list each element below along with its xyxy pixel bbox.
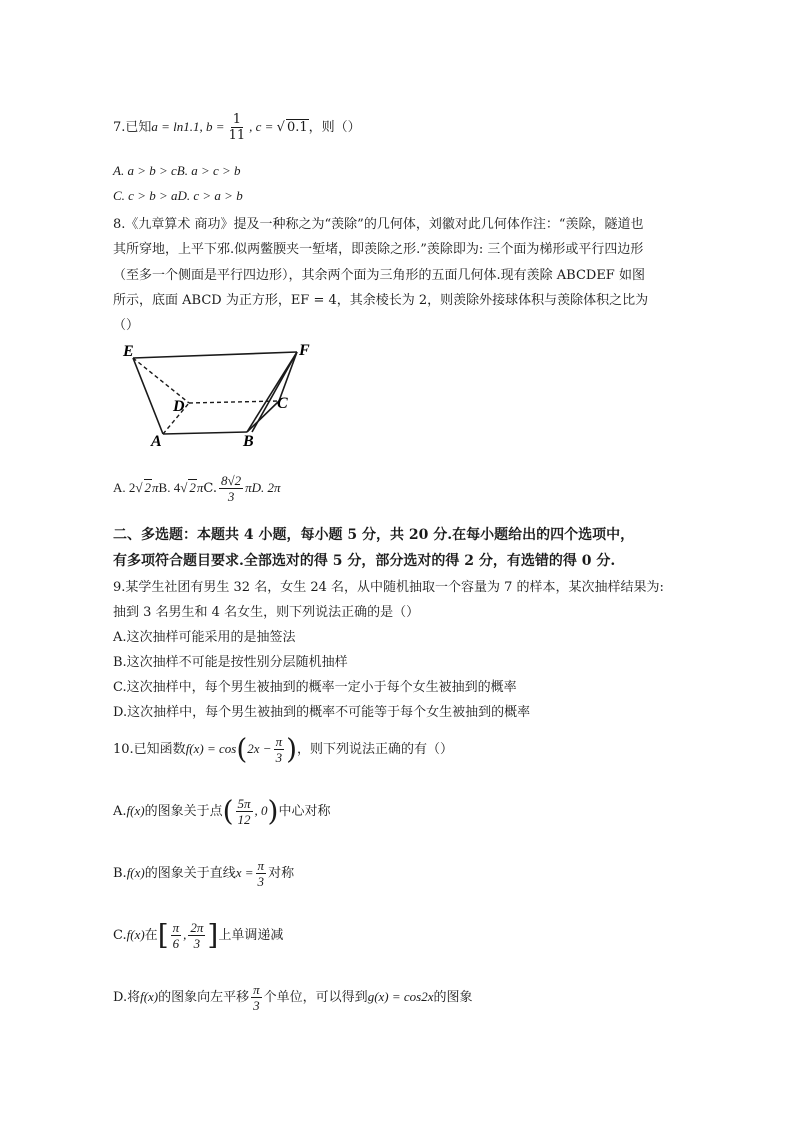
q8-option-b: B. 4√ 2π [158,480,204,495]
q8-line1: 8.《九章算术 商功》提及一种称之为“羡除”的几何体，刘徽对此几何体作注：“羡除，隧道也 [113,217,644,232]
label-a: A [151,433,162,450]
q7-option-b: B. a > c > b [176,163,241,178]
q10-func: f(x) = cos [185,741,237,756]
q7-def-a: a = ln1.1, b = [151,119,225,134]
q8-option-d: D. 2π [251,480,281,495]
q10-prefix: 10.已知函数 [113,742,186,757]
edge-ea [133,358,163,434]
q8-line2: 其所穿地，上平下邪.似两鳖腝夹一堑堵，即羡除之形.”羡除即为: 三个面为梯形或平行四边形 [113,242,644,257]
q10-arg: 2x − [247,741,272,756]
q9-option-a: A.这次抽样可能采用的是抽签法 [113,630,296,645]
q7-options-row2 [113,188,243,204]
label-f: F [299,342,310,359]
q9-option-b: B.这次抽样不可能是按性别分层随机抽样 [113,655,348,670]
q7-c-root: 0.1 [286,120,308,135]
q7-option-d: D. c > a > b [177,188,243,203]
label-b: B [243,433,254,450]
q10-option-c: C.f(x)在[ $\frac{\pi}{6}$ , $\frac{2\pi}{3}$ ]上单调递减 [113,918,284,952]
label-c: C [277,395,288,412]
q10-pi-over-3: $\frac{\pi}{3}$ [275,734,283,765]
q7-option-a: A. a > b > c [113,163,177,178]
q7-options-row1 [113,163,241,179]
q7-fraction-b [227,112,248,143]
label-e: E [123,343,134,360]
edge-ef [133,352,297,358]
q10-stem: 10.已知函数f(x) = cos(2x − $\frac{\pi}{3}$ )，则下列说法正确的有（） [113,732,454,766]
label-d: D [173,398,185,415]
q9-option-c: C.这次抽样中，每个男生被抽到的概率一定小于每个女生被抽到的概率 [113,680,517,695]
q7-suffix: ，则（） [308,120,361,135]
q10-option-b: B.f(x)的图象关于直线x = $\frac{\pi}{3}$ 对称 [113,858,295,889]
q7-option-c: C. c > b > a [113,188,178,203]
q8-option-c: C. $\frac{8√2}{3}$ π [203,473,252,504]
q7-def-c: , c = [249,119,277,134]
q7-prefix: 7.已知 [113,120,152,135]
q9-line2: 抽到 3 名男生和 4 名女生，则下列说法正确的是（） [113,605,420,620]
q8-figure-solid [113,338,328,450]
q10-option-a: A.f(x)的图象关于点( $\frac{5\pi}{12}$ , 0)中心对称 [113,794,331,828]
q10-suffix: ，则下列说法正确的有（） [297,742,454,757]
q8-option-a: A. 2√ 2π [113,480,159,495]
q8-line3: （至多一个侧面是平行四边形），其余两个面为三角形的五面几何体.现有羡除 ABCDEF 如图 [113,268,645,283]
q7-b-numerator: 1 [232,112,241,127]
q9-option-d: D.这次抽样中，每个男生被抽到的概率不可能等于每个女生被抽到的概率 [113,705,531,720]
q8-line4: 所示，底面 ABCD 为正方形，EF = 4，其余棱长为 2，则羡除外接球体积与羡除体积之比为 [113,293,649,308]
q8-options [113,473,281,504]
q7-b-denominator: 11 [228,128,246,143]
q7-stem: 7.已知a = ln1.1, b = $\frac{1}{11}$ , c = √ 0.1，则（） [113,112,361,143]
section2-heading-line1: 二、多选题：本题共 4 小题，每小题 5 分，共 20 分.在每小题给出的四个选项中， [113,527,635,543]
q8-line5: （） [113,318,140,333]
q10-option-d: D.将f(x)的图象向左平移 $\frac{\pi}{3}$ 个单位，可以得到g(x) = cos2x的图象 [113,982,473,1013]
q9-line1: 9.某学生社团有男生 32 名，女生 24 名，从中随机抽取一个容量为 7 的样本，某次抽样结果为: [113,580,664,595]
section2-heading-line2: 有多项符合题目要求.全部选对的得 5 分，部分选对的得 2 分，有选错的得 0 分. [113,553,616,569]
edge-ab [163,432,247,434]
